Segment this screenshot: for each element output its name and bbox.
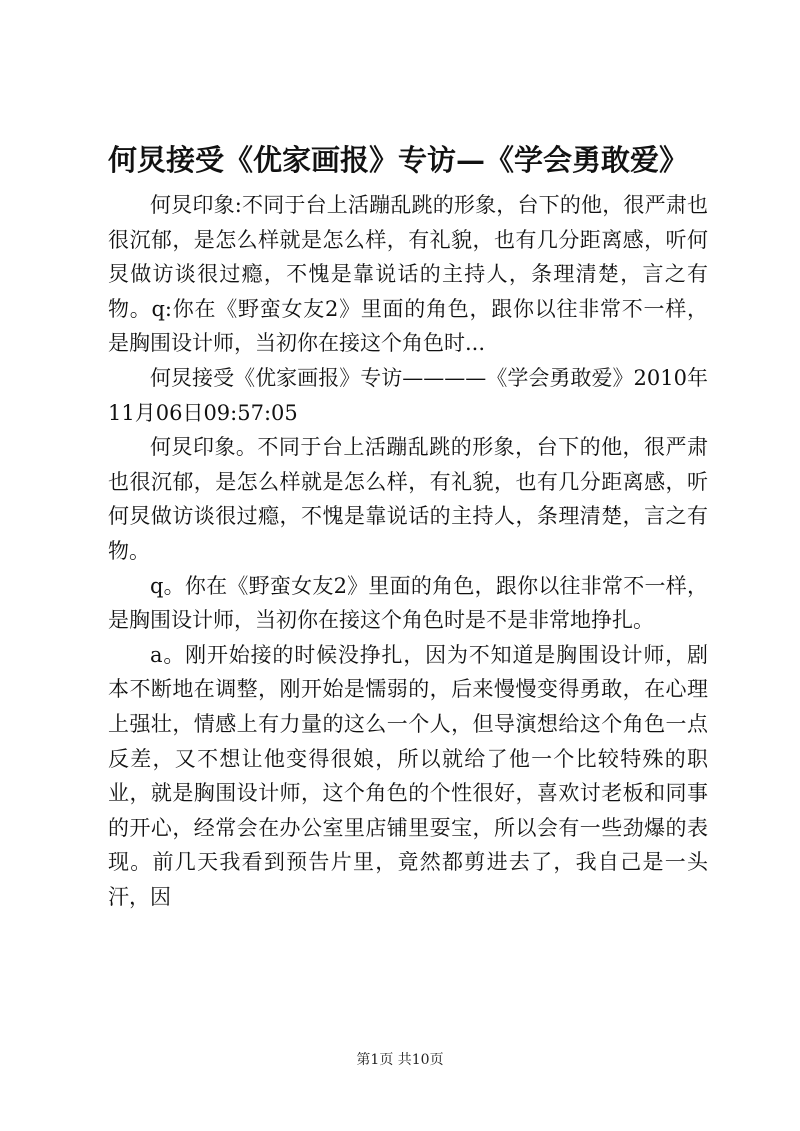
paragraph-answer: a。刚开始接的时候没挣扎，因为不知道是胸围设计师，剧本不断地在调整，刚开始是懦弱的，后来慢慢变得勇敢，在心理上强壮，情感上有力量的这么一个人，但导演想给这个角色一点反差，又不想让他变得很娘，所以就给了他一个比较特殊的职业，就是胸围设计师，这个角色的个性很好，喜欢讨老板和同事的开心，经常会在办公室里店铺里耍宝，所以会有一些劲爆的表现。前几天我看到预告片里，竟然都剪进去了，我自己是一头汗，因 bbox=[108, 642, 708, 909]
page-number-footer: 第1页 共10页 bbox=[356, 1052, 444, 1068]
paragraph-intro-summary: 何炅印象:不同于台上活蹦乱跳的形象，台下的他，很严肃也很沉郁，是怎么样就是怎么样，有礼貌，也有几分距离感，听何炅做访谈很过瘾，不愧是靠说话的主持人，条理清楚，言之有物。q:你在《野蛮女友2》里面的角色，跟你以往非常不一样，是胸围设计师，当初你在接这个角色时... bbox=[108, 193, 708, 356]
paragraph-impression: 何炅印象。不同于台上活蹦乱跳的形象，台下的他，很严肃也很沉郁，是怎么样就是怎么样，有礼貌，也有几分距离感，听何炅做访谈很过瘾，不愧是靠说话的主持人，条理清楚，言之有物。 bbox=[108, 435, 708, 563]
document-body bbox=[108, 188, 708, 914]
document-title: 何炅接受《优家画报》专访—《学会勇敢爱》 bbox=[108, 143, 689, 177]
paragraph-question: q。你在《野蛮女友2》里面的角色，跟你以往非常不一样，是胸围设计师，当初你在接这个角色时是不是非常地挣扎。 bbox=[108, 573, 708, 633]
paragraph-headline-date: 何炅接受《优家画报》专访————《学会勇敢爱》2010年11月06日09:57:05 bbox=[108, 365, 708, 425]
